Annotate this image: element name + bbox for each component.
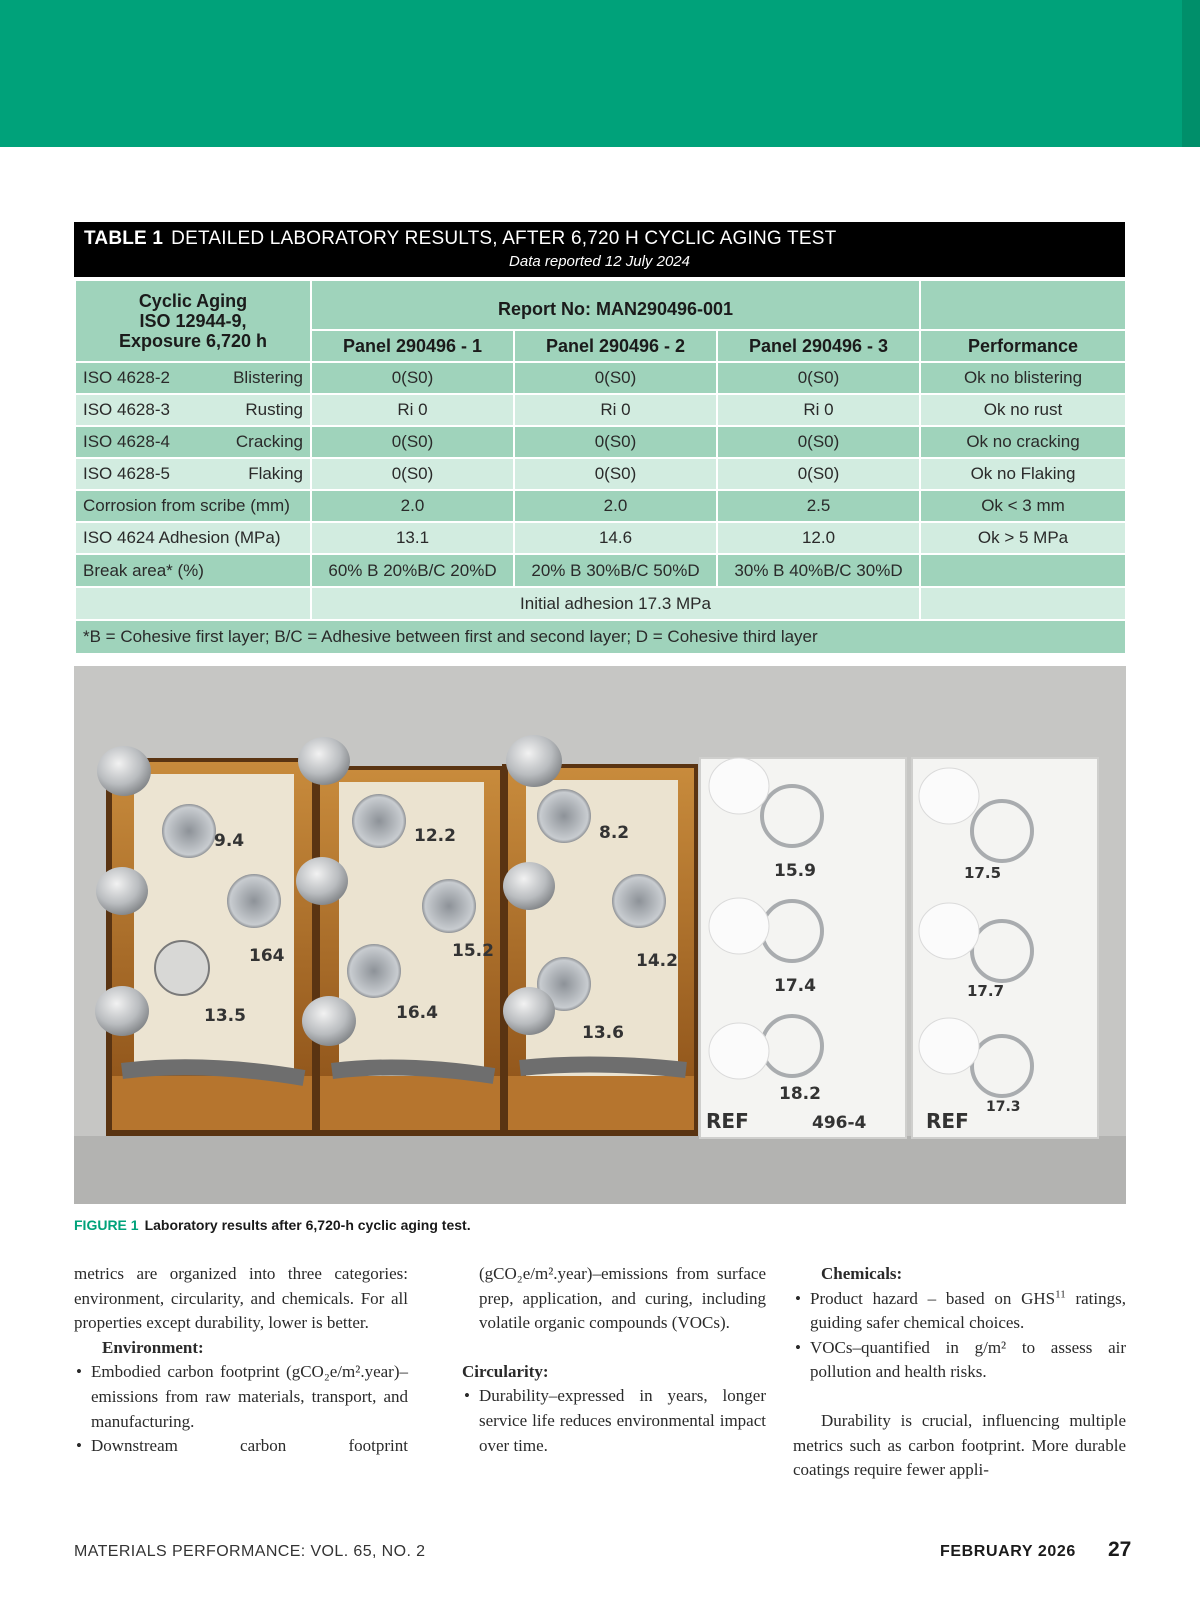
cell-value: 0(S0): [514, 426, 717, 458]
handwritten-label: 16.4: [396, 1003, 438, 1023]
table-row: [75, 362, 1126, 394]
cell-value: 60% B 20%B/C 20%D: [311, 554, 514, 587]
column-header: Panel 290496 - 2: [514, 330, 717, 362]
body-column-3: [793, 1262, 1126, 1483]
rusted-panel-2: [296, 737, 504, 1136]
cell-value: 0(S0): [311, 362, 514, 394]
white-reference-panel: [912, 758, 1098, 1138]
test-panels-photo: [74, 666, 1126, 1204]
data-table: [74, 279, 1127, 655]
cell-value: 0(S0): [717, 362, 920, 394]
header-row-top: [75, 280, 1126, 330]
cell-performance: Ok no rust: [920, 394, 1126, 426]
section-heading-chemicals: Chemicals:: [821, 1264, 903, 1283]
cell-value: 0(S0): [717, 426, 920, 458]
cell-performance: Ok no blistering: [920, 362, 1126, 394]
row-standard: ISO 4628-4: [83, 432, 170, 451]
table-row: [75, 394, 1126, 426]
body-paragraph: Durability is crucial, influencing multiple metrics such as carbon footprint. More durable coatings require fewer appli-: [793, 1410, 1126, 1480]
cell-value: 2.0: [311, 490, 514, 522]
table-row: [75, 522, 1126, 554]
corner-line: Cyclic Aging: [138, 291, 248, 311]
cell-value: 0(S0): [311, 426, 514, 458]
figure-caption: [74, 1217, 471, 1233]
panels-illustration: [74, 666, 1126, 1204]
header-banner: [0, 0, 1200, 147]
handwritten-label: 17.5: [964, 864, 1002, 882]
table-footnote: *B = Cohesive first layer; B/C = Adhesive between first and second layer; D = Cohesive third layer: [75, 620, 1126, 654]
list-item: • Durability–expressed in years, longer service life reduces environmental impact over time.: [462, 1384, 766, 1458]
cell-performance: Ok < 3 mm: [920, 490, 1126, 522]
report-number: Report No: MAN290496-001: [311, 280, 920, 330]
row-standard: ISO 4628-3: [83, 400, 170, 419]
column-header: Panel 290496 - 1: [311, 330, 514, 362]
table-subtitle: Data reported 12 July 2024: [509, 253, 690, 270]
cell-value: 0(S0): [311, 458, 514, 490]
row-standard: ISO 4628-2: [83, 368, 170, 387]
footnote-row: [75, 620, 1126, 654]
row-label: [75, 426, 311, 458]
row-label: Corrosion from scribe (mm): [75, 490, 311, 522]
cell-value: 0(S0): [717, 458, 920, 490]
cell-value: Ri 0: [717, 394, 920, 426]
handwritten-label: 8.2: [599, 823, 630, 843]
handwritten-label: 12.2: [414, 826, 456, 846]
corner-cell: [75, 280, 311, 362]
list-item-text: ratings, guiding safer chemical choices.: [810, 1288, 1126, 1333]
page-number: 27: [1108, 1538, 1132, 1561]
cell-performance: Ok no Flaking: [920, 458, 1126, 490]
spacer: [793, 1385, 1126, 1409]
corner-line: ISO 12944-9,: [139, 311, 247, 331]
handwritten-label: 17.3: [986, 1099, 1021, 1115]
journal-footer: MATERIALS PERFORMANCE: VOL. 65, NO. 2: [74, 1543, 426, 1560]
handwritten-label: 17.7: [967, 982, 1005, 1000]
cell-value: 12.0: [717, 522, 920, 554]
table-row: [75, 554, 1126, 587]
handwritten-label: 13.6: [582, 1023, 624, 1043]
row-property: Cracking: [235, 432, 303, 451]
row-label: [75, 362, 311, 394]
table-header: [74, 222, 1125, 277]
handwritten-label: 15.9: [774, 861, 816, 881]
issue-date: FEBRUARY 2026: [940, 1543, 1076, 1560]
column-header: Panel 290496 - 3: [717, 330, 920, 362]
body-paragraph: (gCO₂e/m².year)–emissions from surface prep, application, and curing, including volatile organic compounds (VOCs).: [479, 1264, 766, 1333]
body-paragraph: metrics are organized into three categories: environment, circularity, and chemicals. For all properties except durability, lower is better.: [74, 1264, 408, 1333]
table-title-text: DETAILED LABORATORY RESULTS, AFTER 6,720 H CYCLIC AGING TEST: [171, 228, 837, 249]
cell-value: 14.6: [514, 522, 717, 554]
banner-edge: [1182, 0, 1200, 147]
cell-performance: [920, 554, 1126, 587]
handwritten-label: 164: [249, 946, 285, 966]
cell-value: 2.5: [717, 490, 920, 522]
handwritten-label: 13.5: [204, 1006, 246, 1026]
photo-floor: [74, 1136, 1126, 1204]
cell-value: 13.1: [311, 522, 514, 554]
cell-value: Ri 0: [311, 394, 514, 426]
handwritten-label: 15.2: [452, 941, 494, 961]
cell-value: Ri 0: [514, 394, 717, 426]
section-heading-circularity: Circularity:: [462, 1361, 549, 1381]
table-row: [75, 587, 1126, 620]
handwritten-label: REF: [926, 1109, 969, 1133]
cell-value: 0(S0): [514, 362, 717, 394]
spacer: [462, 1336, 766, 1360]
table-title: [84, 228, 836, 250]
cell-performance: Ok > 5 MPa: [920, 522, 1126, 554]
cell-value: 20% B 30%B/C 50%D: [514, 554, 717, 587]
cell-performance: Ok no cracking: [920, 426, 1126, 458]
row-property: Rusting: [245, 400, 303, 419]
table-row: [75, 426, 1126, 458]
row-property: Flaking: [248, 464, 303, 483]
row-standard: ISO 4628-5: [83, 464, 170, 483]
cell-value: 2.0: [514, 490, 717, 522]
cell-value: 30% B 40%B/C 30%D: [717, 554, 920, 587]
list-item: • Embodied carbon footprint (gCO₂e/m².year)–emissions from raw materials, transport, and manufacturing.: [74, 1360, 408, 1434]
empty-cell: [920, 587, 1126, 620]
handwritten-label: 17.4: [774, 976, 816, 996]
rusted-panel-3: [502, 735, 698, 1136]
list-item: [793, 1287, 1126, 1336]
handwritten-label: 14.2: [636, 951, 678, 971]
row-label: Break area* (%): [75, 554, 311, 587]
list-item: • VOCs–quantified in g/m² to assess air pollution and health risks.: [793, 1336, 1126, 1385]
circularity-list: [462, 1384, 766, 1458]
results-table: [74, 222, 1125, 655]
row-property: Blistering: [233, 368, 303, 387]
handwritten-label: 18.2: [779, 1084, 821, 1104]
empty-cell: [75, 587, 311, 620]
table-label: TABLE 1: [84, 228, 164, 249]
white-reference-panel: [700, 758, 906, 1138]
column-header: Performance: [920, 330, 1126, 362]
corner-line: Exposure 6,720 h: [118, 331, 268, 351]
handwritten-label: REF: [706, 1109, 749, 1133]
chemicals-list: [793, 1287, 1126, 1385]
environment-list: [74, 1360, 408, 1458]
reference-number: 11: [1055, 1287, 1066, 1300]
initial-adhesion: Initial adhesion 17.3 MPa: [311, 587, 920, 620]
figure-label: FIGURE 1: [74, 1217, 139, 1233]
row-label: ISO 4624 Adhesion (MPa): [75, 522, 311, 554]
cell-value: 0(S0): [514, 458, 717, 490]
section-heading-environment: Environment:: [102, 1337, 204, 1357]
rusted-panel-1: [95, 746, 316, 1136]
handwritten-label: 496-4: [812, 1113, 867, 1133]
table-row: [75, 490, 1126, 522]
figure-caption-text: Laboratory results after 6,720-h cyclic aging test.: [144, 1217, 471, 1233]
body-column-1: [74, 1262, 408, 1459]
table-row: [75, 458, 1126, 490]
list-item: • Downstream carbon footprint: [74, 1434, 408, 1459]
row-label: [75, 394, 311, 426]
handwritten-label: 9.4: [214, 831, 245, 851]
header-blank: [920, 280, 1126, 330]
row-label: [75, 458, 311, 490]
list-item-text: Product hazard – based on GHS: [810, 1288, 1056, 1308]
body-column-2: [462, 1262, 766, 1458]
